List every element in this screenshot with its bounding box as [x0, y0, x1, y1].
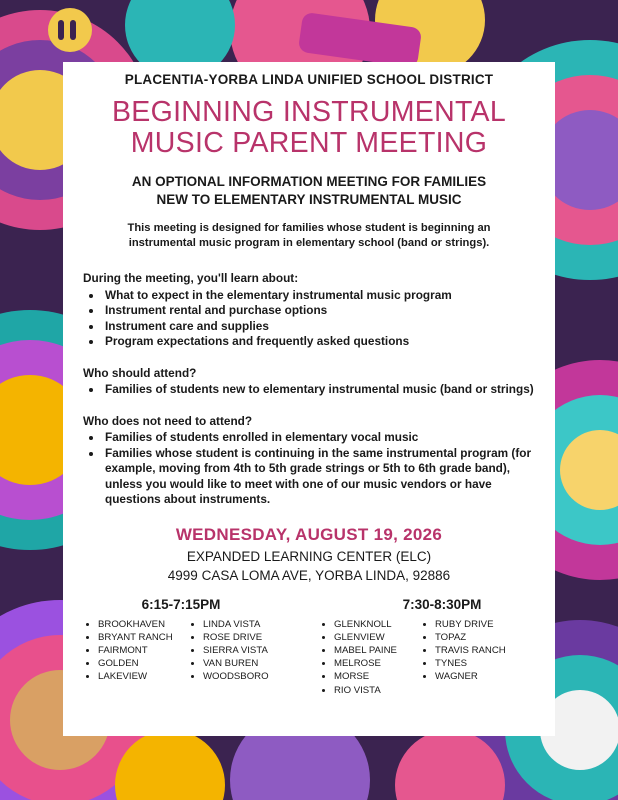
session-2-schools [309, 618, 535, 697]
venue [83, 547, 535, 585]
venue-name: EXPANDED LEARNING CENTER (ELC) [186, 548, 432, 564]
not-attend-list [83, 430, 535, 508]
page-title [83, 97, 535, 159]
meeting-date: WEDNESDAY, AUGUST 19, 2026 [175, 524, 443, 544]
not-attend-heading: Who does not need to attend? [83, 413, 253, 428]
list-item: • TOPAZ [435, 631, 506, 644]
list-item: • RUBY DRIVE [435, 618, 506, 631]
list-item: • GLENKNOLL [334, 618, 422, 631]
district-name: PLACENTIA-YORBA LINDA UNIFIED SCHOOL DISTRICT [124, 72, 494, 87]
list-item: • MELROSE [334, 657, 422, 670]
list-item: • VAN BUREN [203, 657, 269, 670]
session-1-time: 6:15-7:15PM [141, 596, 221, 612]
session-1-schools [83, 618, 309, 684]
list-item: • MABEL PAINE [334, 644, 422, 657]
list-item: • ROSE DRIVE [203, 631, 269, 644]
attend-list [83, 382, 535, 398]
list-item: • Families of students new to elementary instrumental music (band or strings) [103, 382, 535, 398]
list-item: • Families of students enrolled in elementary vocal music [103, 430, 535, 446]
attend-section [83, 366, 535, 398]
sessions [83, 597, 535, 697]
list-item: • BROOKHAVEN [98, 618, 190, 631]
school-list [422, 618, 506, 697]
subtitle-line-2: NEW TO ELEMENTARY INSTRUMENTAL MUSIC [156, 192, 462, 207]
attend-heading: Who should attend? [83, 365, 197, 380]
list-item: • Instrument rental and purchase options [103, 303, 535, 319]
learn-list [83, 288, 535, 350]
venue-address: 4999 CASA LOMA AVE, YORBA LINDA, 92886 [167, 567, 451, 583]
school-list [85, 618, 190, 684]
list-item: • FAIRMONT [98, 644, 190, 657]
list-item: • TYNES [435, 657, 506, 670]
intro-text: This meeting is designed for families whose student is beginning an instrumental music program in elementary school (band or strings). [127, 222, 491, 249]
list-item: • Instrument care and supplies [103, 319, 535, 335]
not-attend-section [83, 414, 535, 508]
list-item: • RIO VISTA [334, 684, 422, 697]
session-1 [83, 597, 309, 697]
list-item: • WAGNER [435, 670, 506, 683]
learn-heading: During the meeting, you'll learn about: [83, 271, 299, 285]
list-item: • BRYANT RANCH [98, 631, 190, 644]
list-item: • TRAVIS RANCH [435, 644, 506, 657]
learn-section [83, 271, 535, 350]
list-item: • GLENVIEW [334, 631, 422, 644]
list-item: • LINDA VISTA [203, 618, 269, 631]
list-item: • Families whose student is continuing in the same instrumental program (for example, moving from 4th to 5th grade strings or 5th to 6th grade band), unless you would like to meet with one of our music vendors or have questions about instruments. [103, 446, 535, 508]
school-list [321, 618, 422, 697]
list-item: • MORSE [334, 670, 422, 683]
list-item: • What to expect in the elementary instrumental music program [103, 288, 535, 304]
list-item: • LAKEVIEW [98, 670, 190, 683]
title-line-1: BEGINNING INSTRUMENTAL [111, 96, 507, 128]
list-item: • WOODSBORO [203, 670, 269, 683]
list-item: • Program expectations and frequently asked questions [103, 334, 535, 350]
subtitle-line-1: AN OPTIONAL INFORMATION MEETING FOR FAMILIES [131, 174, 487, 189]
list-item: • GOLDEN [98, 657, 190, 670]
flyer-card [63, 62, 555, 736]
school-list [190, 618, 269, 684]
subtitle [83, 173, 535, 209]
session-2-time: 7:30-8:30PM [402, 596, 482, 612]
title-line-2: MUSIC PARENT MEETING [130, 127, 488, 159]
session-2 [309, 597, 535, 697]
list-item: • SIERRA VISTA [203, 644, 269, 657]
